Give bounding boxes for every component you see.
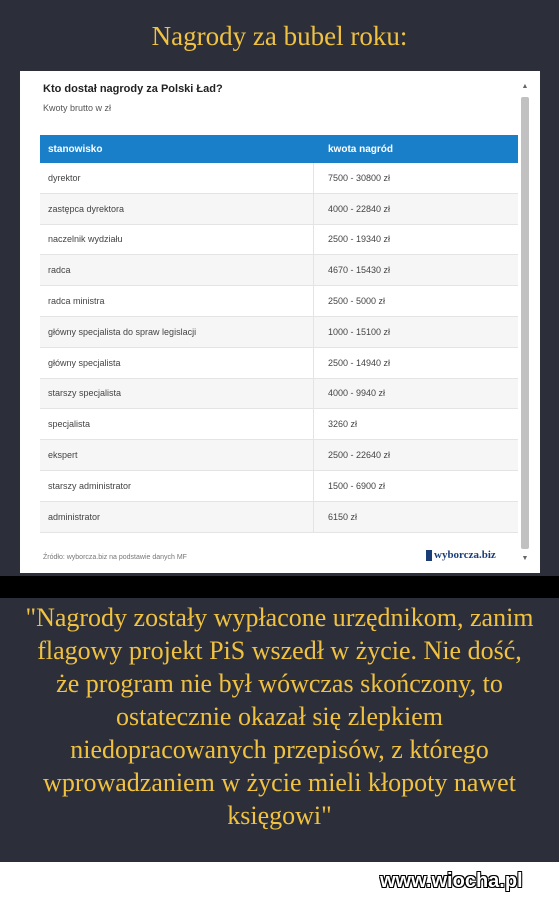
card-title: Kto dostał nagrody za Polski Ład? <box>43 83 223 95</box>
column-header-position: stanowisko <box>48 143 103 155</box>
cell-amount: 4000 - 9940 zł <box>328 388 386 399</box>
cell-position: specjalista <box>40 409 314 439</box>
table-row <box>40 194 518 225</box>
cell-amount: 4000 - 22840 zł <box>328 203 391 214</box>
cell-position: główny specjalista <box>40 348 314 378</box>
table-row <box>40 225 518 256</box>
table-row <box>40 317 518 348</box>
cell-position: radca ministra <box>40 286 314 316</box>
table-row <box>40 409 518 440</box>
embedded-table-card <box>20 71 540 573</box>
cell-position: administrator <box>40 502 314 532</box>
cell-amount: 1500 - 6900 zł <box>328 480 386 491</box>
cell-amount: 3260 zł <box>328 419 358 430</box>
card-subtitle: Kwoty brutto w zł <box>43 103 112 113</box>
cell-amount: 7500 - 30800 zł <box>328 172 391 183</box>
table-row <box>40 440 518 471</box>
cell-position: dyrektor <box>40 163 314 193</box>
brand-logo <box>426 549 496 561</box>
table-row <box>40 379 518 410</box>
watermark: www.wiocha.pl <box>380 870 523 892</box>
cell-position: starszy specjalista <box>40 379 314 409</box>
table-row <box>40 286 518 317</box>
cell-amount: 6150 zł <box>328 511 358 522</box>
vertical-scrollbar[interactable] <box>520 81 530 565</box>
brand-mark-icon <box>426 550 432 561</box>
table-row <box>40 348 518 379</box>
cell-amount: 1000 - 15100 zł <box>328 326 391 337</box>
cell-position: ekspert <box>40 440 314 470</box>
scrollbar-thumb[interactable] <box>521 97 529 549</box>
panel-divider <box>0 576 559 598</box>
source-note: Źródło: wyborcza.biz na podstawie danych MF <box>43 554 187 561</box>
cell-position: radca <box>40 255 314 285</box>
cell-position: naczelnik wydziału <box>40 225 314 255</box>
awards-table <box>40 135 518 533</box>
cell-amount: 2500 - 5000 zł <box>328 296 386 307</box>
table-header <box>40 135 518 163</box>
cell-amount: 4670 - 15430 zł <box>328 265 391 276</box>
cell-position: zastępca dyrektora <box>40 194 314 224</box>
cell-position: główny specjalista do spraw legislacji <box>40 317 314 347</box>
brand-text: wyborcza.biz <box>434 549 496 561</box>
table-row <box>40 163 518 194</box>
table-row <box>40 471 518 502</box>
cell-amount: 2500 - 22640 zł <box>328 450 391 461</box>
cell-position: starszy administrator <box>40 471 314 501</box>
page-title: Nagrody za bubel roku: <box>151 21 408 51</box>
cell-amount: 2500 - 14940 zł <box>328 357 391 368</box>
cell-amount: 2500 - 19340 zł <box>328 234 391 245</box>
table-body <box>40 163 518 533</box>
quote-text: "Nagrody zostały wypłacone urzędnikom, zanim flagowy projekt PiS wszedł w życie. Nie dość, że program nie był wówczas skończony, to ostatecznie okazał się zlepkiem niedopracowanych przepisów, z którego wprowadzaniem w życie mieli kłopoty nawet księgowi" <box>25 603 534 830</box>
table-row <box>40 502 518 533</box>
chevron-up-icon[interactable]: ▲ <box>521 83 529 90</box>
chevron-down-icon[interactable]: ▼ <box>521 555 529 562</box>
column-header-amount: kwota nagród <box>328 143 394 155</box>
table-row <box>40 255 518 286</box>
